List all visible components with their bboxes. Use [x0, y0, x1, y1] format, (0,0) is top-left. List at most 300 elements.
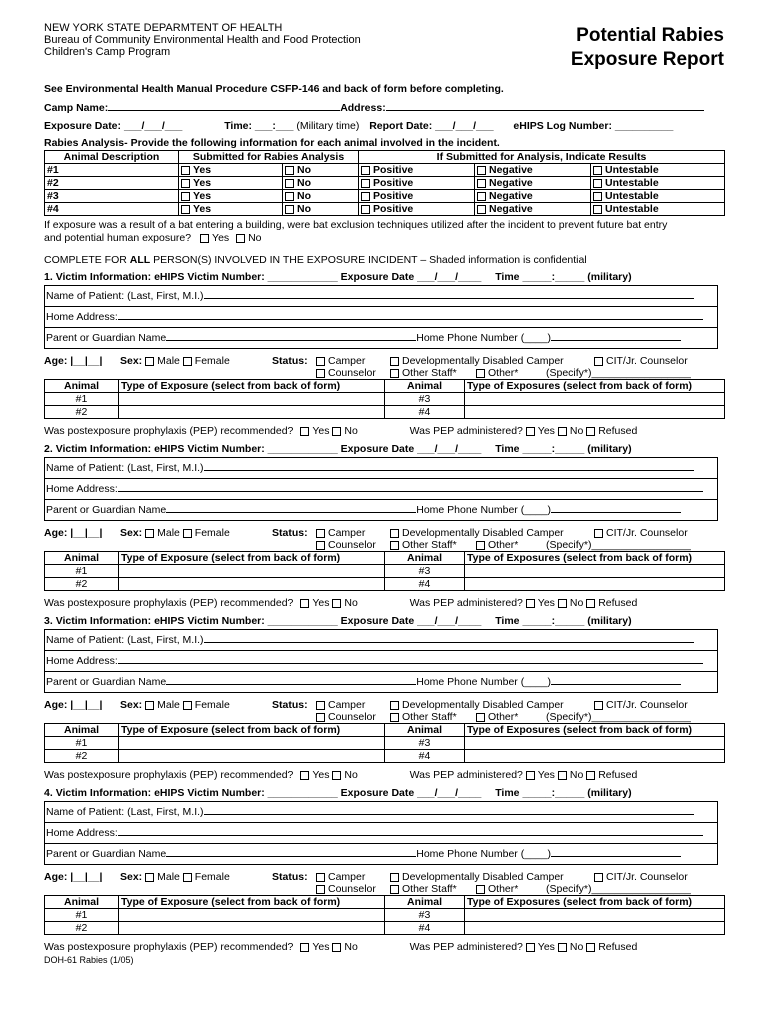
yes-label: Yes [193, 190, 212, 202]
exposure-type-cell[interactable] [465, 565, 725, 578]
yes-label: Yes [193, 177, 212, 189]
counselor-label: Counselor [328, 539, 376, 551]
counselor-label: Counselor [328, 711, 376, 723]
patient-name-label: Name of Patient: (Last, First, M.I.) [46, 290, 204, 302]
confidential-box [44, 285, 718, 349]
no-checkbox[interactable] [285, 205, 294, 214]
patient-name-row[interactable] [45, 286, 717, 307]
home-phone-label: Home Phone Number (____) [416, 676, 552, 688]
patient-name-label: Name of Patient: (Last, First, M.I.) [46, 634, 204, 646]
home-address-row[interactable] [45, 651, 717, 672]
address-field[interactable] [386, 100, 704, 111]
table-row [45, 406, 725, 419]
camper-checkbox[interactable] [316, 701, 325, 710]
dd-camper-checkbox[interactable] [390, 529, 399, 538]
camper-checkbox[interactable] [316, 873, 325, 882]
pep-yes-checkbox[interactable] [300, 599, 309, 608]
victim-header [44, 785, 724, 801]
exposure-type-cell[interactable] [465, 737, 725, 750]
admin-yes-checkbox[interactable] [526, 943, 535, 952]
patient-name-row[interactable] [45, 802, 717, 823]
female-checkbox[interactable] [183, 529, 192, 538]
ehips-victim-number[interactable]: Victim Information: eHIPS Victim Number: ____________ [55, 615, 338, 627]
age-field[interactable]: Age: |__|__| [44, 871, 103, 883]
dd-camper-label: Developmentally Disabled Camper [402, 699, 564, 711]
demographics-row [44, 699, 724, 723]
col-exposure-type: Type of Exposure (select from back of form) [119, 552, 385, 565]
bat-no-label: No [248, 232, 262, 244]
complete-prefix: COMPLETE FOR [44, 254, 130, 266]
negative-label: Negative [489, 164, 533, 176]
table-row [45, 177, 725, 190]
home-phone-field[interactable] [551, 674, 681, 685]
cit-checkbox[interactable] [594, 873, 603, 882]
cit-label: CIT/Jr. Counselor [606, 699, 688, 711]
col-animal: Animal [45, 896, 119, 909]
exposure-header-row [45, 724, 725, 737]
cit-label: CIT/Jr. Counselor [606, 527, 688, 539]
animal-4: #4 [385, 406, 465, 419]
exposure-type-cell[interactable] [119, 909, 385, 922]
camper-label: Camper [328, 355, 366, 367]
home-address-field[interactable] [118, 309, 703, 320]
no-label: No [297, 177, 311, 189]
other-checkbox[interactable] [476, 885, 485, 894]
dates-row [44, 119, 724, 133]
cit-checkbox[interactable] [594, 529, 603, 538]
pep-no-checkbox[interactable] [332, 771, 341, 780]
negative-checkbox[interactable] [477, 205, 486, 214]
camper-label: Camper [328, 699, 366, 711]
pep-no-checkbox[interactable] [332, 427, 341, 436]
dd-camper-label: Developmentally Disabled Camper [402, 871, 564, 883]
patient-name-field[interactable] [204, 460, 694, 471]
victim-time[interactable]: Time _____:_____ [495, 787, 585, 799]
camper-label: Camper [328, 527, 366, 539]
victim-section [44, 269, 724, 439]
exposure-type-cell[interactable] [465, 750, 725, 763]
pep-administered-question: Was PEP administered? [409, 769, 523, 781]
pep-no-checkbox[interactable] [332, 599, 341, 608]
admin-yes-checkbox[interactable] [526, 771, 535, 780]
other-checkbox[interactable] [476, 369, 485, 378]
refused-label: Refused [598, 941, 638, 953]
refused-checkbox[interactable] [586, 427, 595, 436]
no-checkbox[interactable] [285, 166, 294, 175]
exposure-type-table [44, 551, 725, 591]
exposure-type-cell[interactable] [119, 922, 385, 935]
other-label: Other* [488, 711, 519, 723]
negative-checkbox[interactable] [477, 192, 486, 201]
camper-checkbox[interactable] [316, 357, 325, 366]
yes-checkbox[interactable] [181, 179, 190, 188]
admin-no-checkbox[interactable] [558, 427, 567, 436]
animal-number: #3 [45, 190, 179, 203]
home-address-field[interactable] [118, 481, 703, 492]
exposure-type-table [44, 723, 725, 763]
exposure-type-cell[interactable] [119, 750, 385, 763]
victim-military: (military) [587, 271, 632, 283]
ehips-victim-number[interactable]: Victim Information: eHIPS Victim Number: ____________ [55, 787, 338, 799]
home-address-field[interactable] [118, 653, 703, 664]
col-submitted: Submitted for Rabies Analysis [179, 151, 359, 164]
dd-camper-checkbox[interactable] [390, 873, 399, 882]
other-staff-label: Other Staff* [402, 711, 457, 723]
positive-label: Positive [373, 190, 414, 202]
untestable-checkbox[interactable] [593, 179, 602, 188]
pep-yes-label: Yes [312, 425, 330, 437]
guardian-row[interactable] [45, 500, 717, 520]
rabies-analysis-heading: Rabies Analysis- Provide the following information for each animal involved in the incident. [44, 137, 500, 149]
specify-field[interactable]: (Specify*)_________________ [546, 883, 691, 895]
refused-checkbox[interactable] [586, 943, 595, 952]
no-checkbox[interactable] [285, 192, 294, 201]
age-field[interactable]: Age: |__|__| [44, 355, 103, 367]
no-checkbox[interactable] [285, 179, 294, 188]
bat-yes-checkbox[interactable] [200, 234, 209, 243]
dd-camper-checkbox[interactable] [390, 357, 399, 366]
pep-administered-question: Was PEP administered? [409, 941, 523, 953]
pep-no-checkbox[interactable] [332, 943, 341, 952]
pep-row [44, 939, 724, 955]
camper-checkbox[interactable] [316, 529, 325, 538]
pep-no-label: No [344, 769, 358, 781]
male-label: Male [157, 871, 180, 883]
admin-no-label: No [569, 597, 584, 609]
female-label: Female [194, 527, 230, 539]
bat-question-line2: and potential human exposure? [44, 232, 192, 244]
animal-1: #1 [45, 737, 119, 750]
cit-checkbox[interactable] [594, 357, 603, 366]
admin-no-label: No [569, 941, 584, 953]
admin-yes-label: Yes [537, 425, 555, 437]
victim-header [44, 613, 724, 629]
negative-label: Negative [489, 190, 533, 202]
victim-exposure-date[interactable]: Exposure Date ___/___/____ [340, 615, 482, 627]
dd-camper-checkbox[interactable] [390, 701, 399, 710]
victim-exposure-date[interactable]: Exposure Date ___/___/____ [340, 271, 482, 283]
positive-checkbox[interactable] [361, 166, 370, 175]
confidential-box [44, 801, 718, 865]
camp-row [44, 100, 724, 114]
admin-no-checkbox[interactable] [558, 599, 567, 608]
untestable-checkbox[interactable] [593, 192, 602, 201]
home-address-row[interactable] [45, 479, 717, 500]
exposure-type-cell[interactable] [465, 393, 725, 406]
refused-checkbox[interactable] [586, 599, 595, 608]
animal-3: #3 [385, 565, 465, 578]
form-page [44, 22, 724, 965]
admin-no-checkbox[interactable] [558, 943, 567, 952]
ehips-victim-number[interactable]: Victim Information: eHIPS Victim Number: ____________ [55, 271, 338, 283]
pep-yes-label: Yes [312, 597, 330, 609]
exposure-type-cell[interactable] [119, 578, 385, 591]
exposure-type-cell[interactable] [119, 393, 385, 406]
pep-question: Was postexposure prophylaxis (PEP) recommended? [44, 769, 294, 781]
negative-checkbox[interactable] [477, 166, 486, 175]
female-checkbox[interactable] [183, 357, 192, 366]
counselor-label: Counselor [328, 883, 376, 895]
agency-name: NEW YORK STATE DEPARMTENT OF HEALTH [44, 22, 283, 34]
complete-for-all [44, 253, 724, 267]
animal-number: #2 [45, 177, 179, 190]
pep-yes-checkbox[interactable] [300, 771, 309, 780]
bat-no-checkbox[interactable] [236, 234, 245, 243]
male-checkbox[interactable] [145, 701, 154, 710]
exposure-type-cell[interactable] [119, 565, 385, 578]
animal-3: #3 [385, 909, 465, 922]
table-row [45, 190, 725, 203]
admin-no-label: No [569, 425, 584, 437]
home-address-label: Home Address: [46, 311, 118, 323]
ehips-log-field[interactable]: eHIPS Log Number: __________ [513, 120, 674, 132]
guardian-field[interactable] [166, 502, 416, 513]
status-label: Status: [272, 699, 308, 711]
pep-row [44, 767, 724, 783]
sex-label: Sex: [120, 527, 143, 539]
victim-military: (military) [587, 787, 632, 799]
patient-name-field[interactable] [204, 288, 694, 299]
animal-4: #4 [385, 922, 465, 935]
bat-yes-label: Yes [212, 232, 230, 244]
exposure-type-cell[interactable] [465, 922, 725, 935]
victim-military: (military) [587, 615, 632, 627]
confidential-box [44, 629, 718, 693]
other-label: Other* [488, 883, 519, 895]
exposure-type-cell[interactable] [465, 406, 725, 419]
other-label: Other* [488, 367, 519, 379]
admin-no-label: No [569, 769, 584, 781]
guardian-field[interactable] [166, 674, 416, 685]
male-checkbox[interactable] [145, 873, 154, 882]
patient-name-row[interactable] [45, 630, 717, 651]
guardian-row[interactable] [45, 672, 717, 692]
other-staff-checkbox[interactable] [390, 713, 399, 722]
home-address-label: Home Address: [46, 483, 118, 495]
other-checkbox[interactable] [476, 713, 485, 722]
specify-field[interactable]: (Specify*)_________________ [546, 711, 691, 723]
admin-yes-label: Yes [537, 941, 555, 953]
confidential-box [44, 457, 718, 521]
camp-name-field[interactable] [108, 100, 340, 111]
pep-row [44, 595, 724, 611]
demographics-row [44, 527, 724, 551]
home-phone-field[interactable] [551, 330, 681, 341]
sex-label: Sex: [120, 871, 143, 883]
col-animal: Animal [385, 896, 465, 909]
sex-label: Sex: [120, 699, 143, 711]
victim-time[interactable]: Time _____:_____ [495, 443, 585, 455]
yes-checkbox[interactable] [181, 205, 190, 214]
other-staff-checkbox[interactable] [390, 369, 399, 378]
no-label: No [297, 190, 311, 202]
victims-container [44, 269, 724, 955]
col-animal: Animal [45, 380, 119, 393]
pep-yes-checkbox[interactable] [300, 943, 309, 952]
home-address-row[interactable] [45, 823, 717, 844]
animal-1: #1 [45, 909, 119, 922]
victim-exposure-date[interactable]: Exposure Date ___/___/____ [340, 787, 482, 799]
female-checkbox[interactable] [183, 701, 192, 710]
home-address-field[interactable] [118, 825, 703, 836]
admin-yes-checkbox[interactable] [526, 599, 535, 608]
status-label: Status: [272, 871, 308, 883]
admin-yes-label: Yes [537, 597, 555, 609]
dd-camper-label: Developmentally Disabled Camper [402, 355, 564, 367]
counselor-checkbox[interactable] [316, 369, 325, 378]
other-staff-label: Other Staff* [402, 539, 457, 551]
victim-section [44, 613, 724, 783]
victim-time[interactable]: Time _____:_____ [495, 615, 585, 627]
yes-checkbox[interactable] [181, 192, 190, 201]
animal-2: #2 [45, 406, 119, 419]
exposure-type-cell[interactable] [119, 737, 385, 750]
table-row [45, 909, 725, 922]
guardian-field[interactable] [166, 846, 416, 857]
patient-name-field[interactable] [204, 632, 694, 643]
counselor-checkbox[interactable] [316, 713, 325, 722]
patient-name-field[interactable] [204, 804, 694, 815]
program-name: Children's Camp Program [44, 46, 171, 58]
other-label: Other* [488, 539, 519, 551]
victim-exposure-date[interactable]: Exposure Date ___/___/____ [340, 443, 482, 455]
counselor-checkbox[interactable] [316, 885, 325, 894]
victim-number: 3. [44, 615, 53, 627]
positive-checkbox[interactable] [361, 179, 370, 188]
positive-label: Positive [373, 164, 414, 176]
guardian-field[interactable] [166, 330, 416, 341]
status-label: Status: [272, 527, 308, 539]
exposure-type-table [44, 895, 725, 935]
exposure-type-cell[interactable] [465, 909, 725, 922]
refused-checkbox[interactable] [586, 771, 595, 780]
home-phone-field[interactable] [551, 502, 681, 513]
form-footer: DOH-61 Rabies (1/05) [44, 955, 134, 965]
home-address-row[interactable] [45, 307, 717, 328]
pep-no-label: No [344, 425, 358, 437]
ehips-victim-number[interactable]: Victim Information: eHIPS Victim Number: ____________ [55, 443, 338, 455]
exposure-date-field[interactable]: Exposure Date: ___/___/___ [44, 120, 183, 132]
time-field[interactable]: Time: ___:___ [224, 120, 294, 132]
status-label: Status: [272, 355, 308, 367]
other-staff-checkbox[interactable] [390, 885, 399, 894]
pep-no-label: No [344, 597, 358, 609]
cit-label: CIT/Jr. Counselor [606, 871, 688, 883]
guardian-label: Parent or Guardian Name [46, 676, 167, 688]
male-label: Male [157, 527, 180, 539]
victim-header [44, 441, 724, 457]
age-field[interactable]: Age: |__|__| [44, 699, 103, 711]
military-time-note: (Military time) [296, 120, 360, 132]
col-exposure-types: Type of Exposures (select from back of form) [465, 724, 725, 737]
specify-field[interactable]: (Specify*)_________________ [546, 539, 691, 551]
col-animal: Animal [385, 380, 465, 393]
male-label: Male [157, 355, 180, 367]
pep-yes-checkbox[interactable] [300, 427, 309, 436]
female-checkbox[interactable] [183, 873, 192, 882]
pep-row [44, 423, 724, 439]
table-row [45, 922, 725, 935]
victim-time[interactable]: Time _____:_____ [495, 271, 585, 283]
form-title [571, 24, 724, 72]
guardian-row[interactable] [45, 844, 717, 864]
yes-checkbox[interactable] [181, 166, 190, 175]
cit-checkbox[interactable] [594, 701, 603, 710]
guardian-row[interactable] [45, 328, 717, 348]
col-animal: Animal [45, 724, 119, 737]
bat-question [44, 219, 724, 245]
guardian-label: Parent or Guardian Name [46, 848, 167, 860]
exposure-header-row [45, 896, 725, 909]
female-label: Female [194, 699, 230, 711]
other-checkbox[interactable] [476, 541, 485, 550]
specify-field[interactable]: (Specify*)_________________ [546, 367, 691, 379]
sex-label: Sex: [120, 355, 143, 367]
table-row [45, 203, 725, 216]
col-exposure-type: Type of Exposure (select from back of form) [119, 724, 385, 737]
counselor-label: Counselor [328, 367, 376, 379]
untestable-label: Untestable [605, 177, 659, 189]
age-field[interactable]: Age: |__|__| [44, 527, 103, 539]
exposure-type-cell[interactable] [119, 406, 385, 419]
victim-section [44, 441, 724, 611]
patient-name-label: Name of Patient: (Last, First, M.I.) [46, 462, 204, 474]
col-animal: Animal [385, 552, 465, 565]
male-label: Male [157, 699, 180, 711]
positive-checkbox[interactable] [361, 192, 370, 201]
exposure-type-cell[interactable] [465, 578, 725, 591]
camper-label: Camper [328, 871, 366, 883]
animal-2: #2 [45, 750, 119, 763]
untestable-checkbox[interactable] [593, 166, 602, 175]
home-phone-field[interactable] [551, 846, 681, 857]
untestable-checkbox[interactable] [593, 205, 602, 214]
patient-name-label: Name of Patient: (Last, First, M.I.) [46, 806, 204, 818]
yes-label: Yes [193, 203, 212, 215]
home-phone-label: Home Phone Number (____) [416, 848, 552, 860]
home-address-label: Home Address: [46, 655, 118, 667]
counselor-checkbox[interactable] [316, 541, 325, 550]
admin-yes-checkbox[interactable] [526, 427, 535, 436]
animal-2: #2 [45, 578, 119, 591]
no-label: No [297, 203, 311, 215]
col-exposure-type: Type of Exposure (select from back of form) [119, 896, 385, 909]
negative-checkbox[interactable] [477, 179, 486, 188]
other-staff-checkbox[interactable] [390, 541, 399, 550]
negative-label: Negative [489, 177, 533, 189]
home-address-label: Home Address: [46, 827, 118, 839]
form-title-line2: Exposure Report [570, 49, 724, 70]
bat-question-line1: If exposure was a result of a bat entering a building, were bat exclusion techniques utilized after the incident to prevent future bat entry [44, 219, 668, 231]
male-checkbox[interactable] [145, 529, 154, 538]
male-checkbox[interactable] [145, 357, 154, 366]
col-animal: Animal [45, 552, 119, 565]
other-staff-label: Other Staff* [402, 367, 457, 379]
table-row [45, 737, 725, 750]
pep-no-label: No [344, 941, 358, 953]
exposure-header-row [45, 552, 725, 565]
positive-checkbox[interactable] [361, 205, 370, 214]
animal-3: #3 [385, 393, 465, 406]
pep-yes-label: Yes [312, 941, 330, 953]
admin-no-checkbox[interactable] [558, 771, 567, 780]
patient-name-row[interactable] [45, 458, 717, 479]
col-exposure-types: Type of Exposures (select from back of form) [465, 380, 725, 393]
complete-suffix: PERSON(S) INVOLVED IN THE EXPOSURE INCIDENT – Shaded information is confidential [150, 254, 587, 266]
yes-label: Yes [193, 164, 212, 176]
animal-2: #2 [45, 922, 119, 935]
report-date-field[interactable]: Report Date: ___/___/___ [369, 120, 494, 132]
